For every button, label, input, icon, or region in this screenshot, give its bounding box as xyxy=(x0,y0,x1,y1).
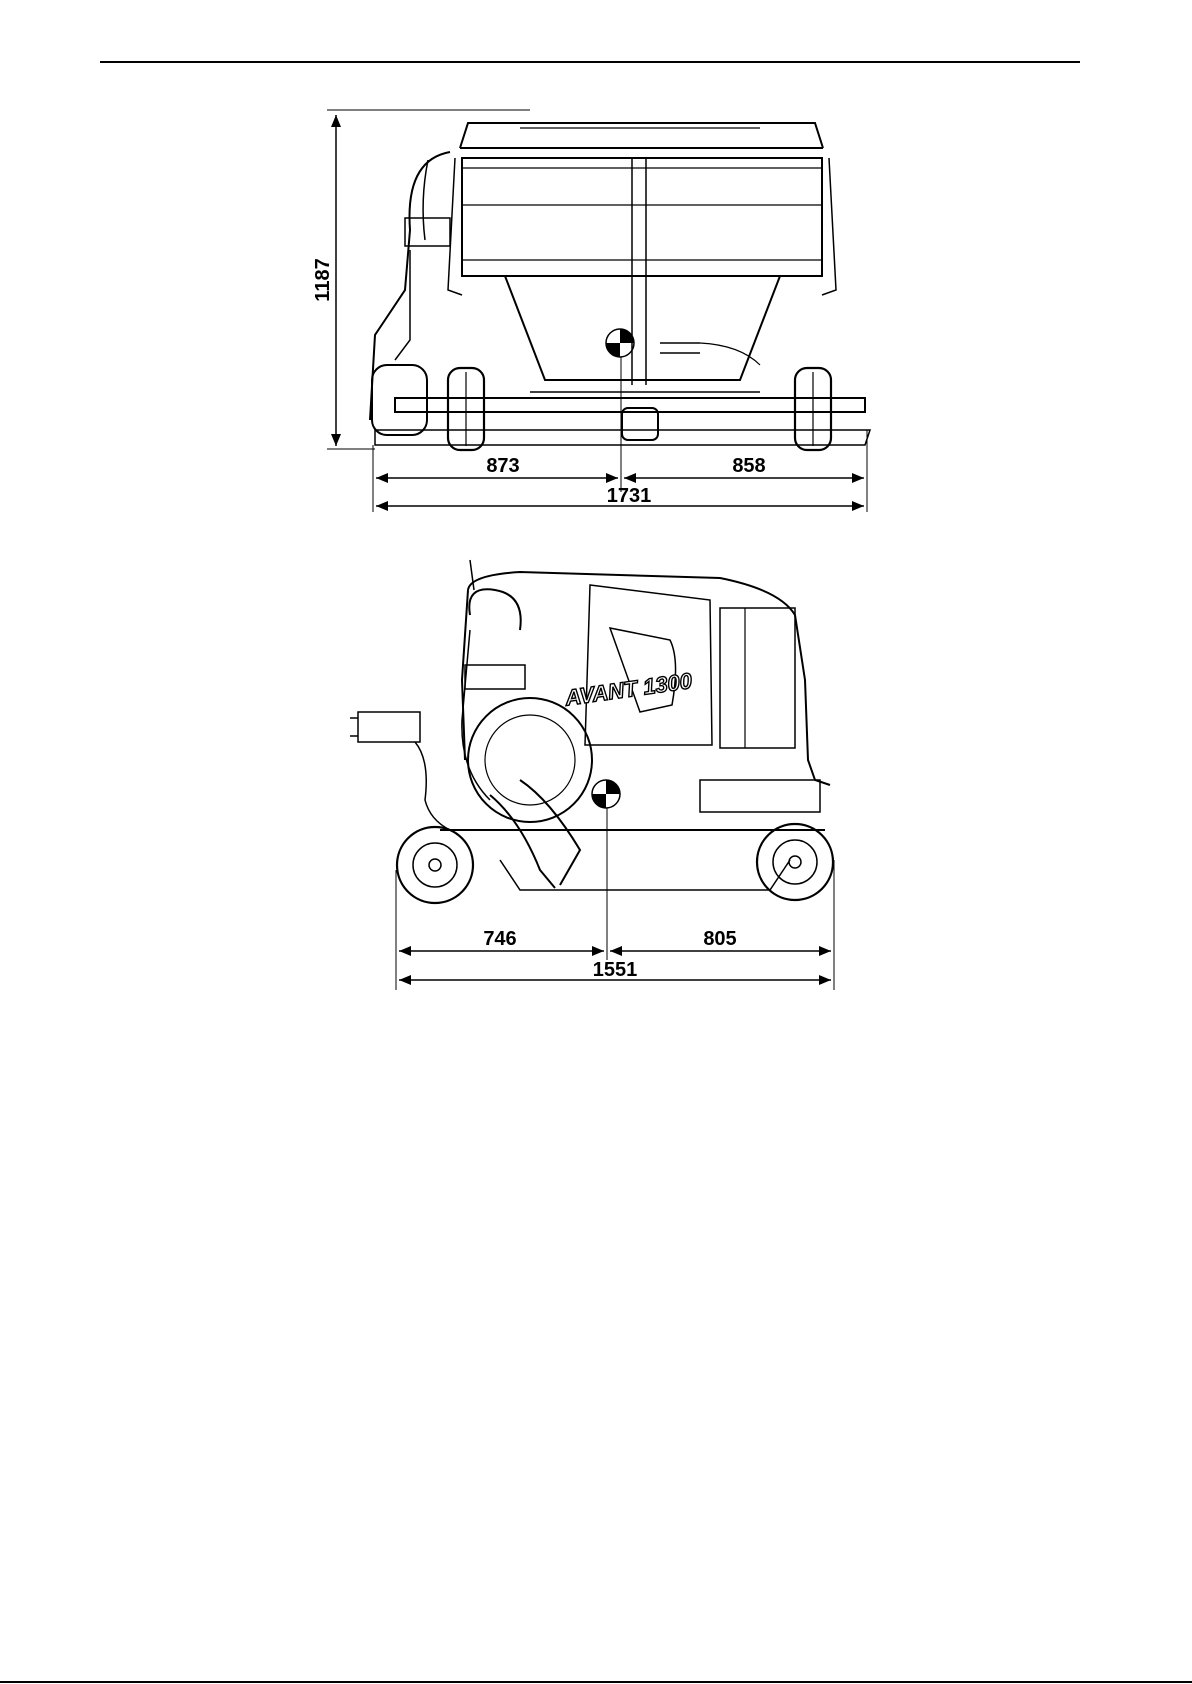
dimension-total-length-label: 1551 xyxy=(592,959,638,981)
front-view-drawing xyxy=(370,123,870,450)
front-view-dimensions xyxy=(327,110,867,512)
avant-logo: AVANT 1300 xyxy=(563,668,694,711)
dimension-total-width-label: 1731 xyxy=(606,485,652,507)
dimension-height-label: 1187 xyxy=(312,258,334,302)
dimension-left-offset-label: 873 xyxy=(486,455,520,477)
dimension-right-offset-label: 858 xyxy=(732,455,766,477)
dimension-rear-offset-label: 805 xyxy=(703,928,737,950)
side-view-drawing xyxy=(350,560,833,903)
dimension-front-offset-label: 746 xyxy=(483,928,517,950)
